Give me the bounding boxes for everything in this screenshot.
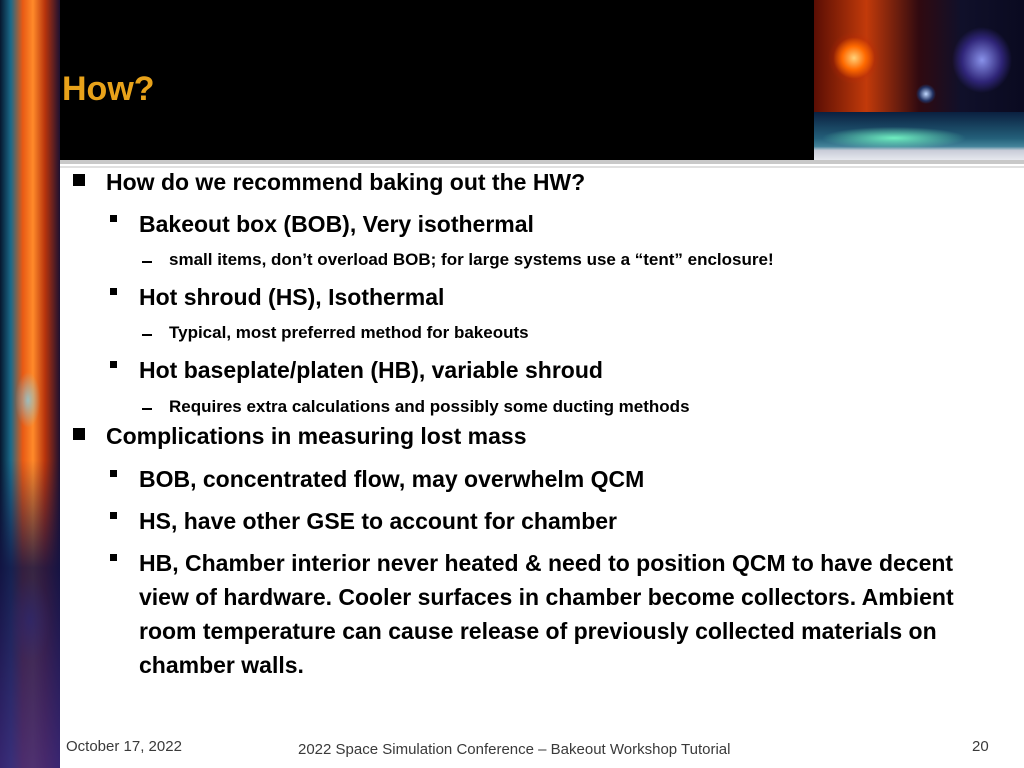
space-weather-image <box>814 0 1024 112</box>
bullet-marker <box>110 361 117 368</box>
bullet-level1: Complications in measuring lost mass <box>106 423 527 449</box>
footer-conference: 2022 Space Simulation Conference – Bakeout Workshop Tutorial <box>298 741 731 758</box>
bullet-level3: Requires extra calculations and possibly some ducting methods <box>169 397 690 416</box>
bullet-marker <box>110 288 117 295</box>
bullet-marker <box>110 470 117 477</box>
bullet-marker <box>110 554 117 561</box>
bullet-level1: How do we recommend baking out the HW? <box>106 169 586 195</box>
bullet-level2: HS, have other GSE to account for chamber <box>139 508 617 534</box>
footer-date: October 17, 2022 <box>66 738 182 755</box>
slide-title: How? <box>62 70 155 108</box>
dash-marker <box>142 334 152 336</box>
bullet-marker <box>110 215 117 222</box>
bullet-marker <box>110 512 117 519</box>
dash-marker <box>142 261 152 263</box>
bullet-level2: Hot baseplate/platen (HB), variable shroud <box>139 357 603 383</box>
header-divider <box>60 160 1024 164</box>
dash-marker <box>142 408 152 410</box>
bullet-level3: small items, don’t overload BOB; for large systems use a “tent” enclosure! <box>169 250 774 269</box>
slide-number: 20 <box>972 738 989 755</box>
bullet-marker <box>73 428 85 440</box>
aurora-image <box>814 112 1024 160</box>
bullet-level2: BOB, concentrated flow, may overwhelm QCM <box>139 466 645 492</box>
bullet-level2: Hot shroud (HS), Isothermal <box>139 284 445 310</box>
bullet-level2: Bakeout box (BOB), Very isothermal <box>139 211 534 237</box>
bullet-level2: HB, Chamber interior never heated & need to position QCM to have decent view of hardware. Cooler surfaces in chamber become collectors. Ambient room temperature can cause release of previously collected materials on chamber walls. <box>139 550 954 678</box>
header-divider-thin <box>60 166 1024 168</box>
bullet-marker <box>73 174 85 186</box>
header-bar <box>60 0 814 160</box>
decorative-sun-strip <box>0 0 60 768</box>
bullet-level3: Typical, most preferred method for bakeouts <box>169 323 529 342</box>
